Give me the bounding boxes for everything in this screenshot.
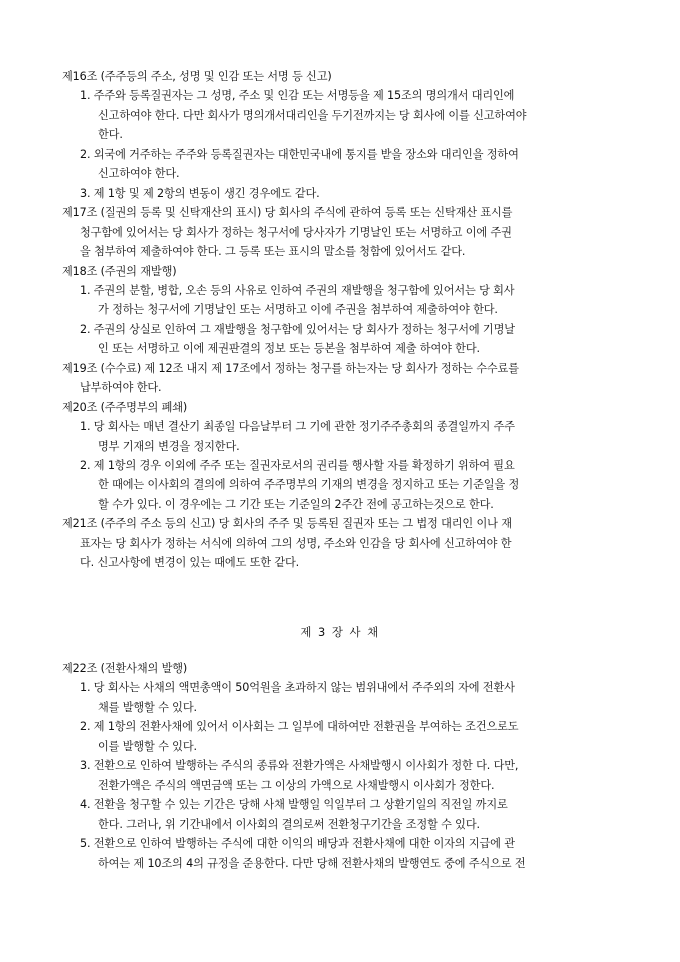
text-line: 신고하여야 한다. 다만 회사가 명의개서대리인을 두기전까지는 당 회사에 이를 신고하여야	[98, 108, 527, 122]
text-line: 인 또는 서명하고 이에 제권판결의 정보 또는 등본을 첨부하여 제출 하여야 한다.	[98, 342, 480, 356]
text-line: 1. 주권의 분할, 병합, 오손 등의 사유로 인하여 주권의 재발행을 청구함에 있어서는 당 회사	[80, 283, 515, 297]
text-line: 2. 외국에 거주하는 주주와 등록질권자는 대한민국내에 통지를 받을 장소와 대리인을 정하여	[80, 147, 519, 161]
text-line: 청구함에 있어서는 당 회사가 정하는 청구서에 당사자가 기명날인 또는 서명하고 이에 주권	[80, 225, 512, 239]
text-line: 제22조 (전환사채의 발행)	[62, 662, 188, 675]
text-line: 이를 발행할 수 있다.	[98, 739, 197, 753]
text-line: 1. 당 회사는 매년 결산기 최종일 다음날부터 그 기에 관한 정기주주총회의 종결일까지 주주	[80, 420, 515, 434]
text-line: 2. 제 1항의 경우 이외에 주주 또는 질권자로서의 권리를 행사할 자를 확정하기 위하여 필요	[80, 459, 515, 472]
text-line: 4. 전환을 청구할 수 있는 기간은 당해 사채 발행일 익일부터 그 상환기일의 직전일 까지로	[80, 798, 508, 812]
text-line: 가 정하는 청구서에 기명날인 또는 서명하고 이에 주권을 첨부하여 제출하여야 한다.	[98, 303, 498, 317]
text-line: 하여는 제 10조의 4의 규정을 준용한다. 다만 당해 전환사채의 발행연도 중에 주식으로 전	[98, 856, 526, 870]
text-line: 제20조 (주주명부의 폐쇄)	[62, 400, 188, 414]
text-line: 을 첨부하여 제출하여야 한다. 그 등록 또는 표시의 말소를 청함에 있어서도 같다.	[80, 245, 466, 259]
text-line: 5. 전환으로 인하여 발행하는 주식에 대한 이익의 배당과 전환사채에 대한 이자의 지급에 관	[80, 837, 515, 851]
text-line: 한다.	[98, 128, 123, 142]
text-line: 1. 당 회사는 사채의 액면총액이 50억원을 초과하지 않는 범위내에서 주주외의 자에 전환사	[80, 681, 515, 695]
text-line: 2. 제 1항의 전환사채에 있어서 이사회는 그 일부에 대하여만 전환권을 부여하는 조건으로도	[80, 720, 519, 734]
text-line: 전환가액은 주식의 액면금액 또는 그 이상의 가액으로 사채발행시 이사회가 정한다.	[98, 778, 495, 792]
text-line: 납부하여야 한다.	[80, 381, 162, 395]
text-line: 신고하여야 한다.	[98, 167, 180, 181]
text-line: 한다. 그러나, 위 기간내에서 이사회의 결의로써 전환청구기간을 조정할 수 있다.	[98, 817, 480, 831]
text-line: 2. 주권의 상실로 인하여 그 재발행을 청구함에 있어서는 당 회사가 정하는 청구서에 기명날	[80, 322, 515, 336]
text-line: 제18조 (주권의 재발행)	[62, 264, 177, 278]
text-line: 할 수가 있다. 이 경우에는 그 기간 또는 기준일의 2주간 전에 공고하는것으로 한다.	[98, 497, 494, 511]
text-line: 제19조 (수수료) 제 12조 내지 제 17조에서 정하는 청구를 하는자는 당 회사가 정하는 수수료를	[62, 361, 519, 375]
text-line: 명부 기재의 변경을 정지한다.	[98, 439, 240, 453]
text-line: 3. 전환으로 인하여 발행하는 주식의 종류와 전환가액은 사채발행시 이사회가 정한 다. 다만,	[80, 759, 519, 773]
text-line: 제17조 (질권의 등록 및 신탁재산의 표시) 당 회사의 주식에 관하여 등록 또는 신탁재산 표시를	[62, 206, 513, 220]
text-line: 제16조 (주주등의 주소, 성명 및 인감 또는 서명 등 신고)	[62, 70, 332, 83]
text-line: 1. 주주와 등록질권자는 그 성명, 주소 및 인감 또는 서명등을 제 15조의 명의개서 대리인에	[80, 89, 515, 103]
text-line: 채를 발행할 수 있다.	[98, 700, 197, 714]
chapter-heading: 제 3 장 사 채	[300, 625, 380, 639]
text-line: 표자는 당 회사가 정하는 서식에 의하여 그의 성명, 주소와 인감을 당 회사에 신고하여야 한	[80, 536, 512, 550]
text-line: 다. 신고사항에 변경이 있는 때에도 또한 같다.	[80, 556, 300, 570]
text-line: 제21조 (주주의 주소 등의 신고) 당 회사의 주주 및 등록된 질권자 또는 그 법정 대리인 이나 재	[62, 517, 512, 531]
text-line: 3. 제 1항 및 제 2항의 변동이 생긴 경우에도 같다.	[80, 186, 320, 200]
text-line: 한 때에는 이사회의 결의에 의하여 주주명부의 기재의 변경을 정지하고 또는 기준일을 정	[98, 478, 520, 492]
